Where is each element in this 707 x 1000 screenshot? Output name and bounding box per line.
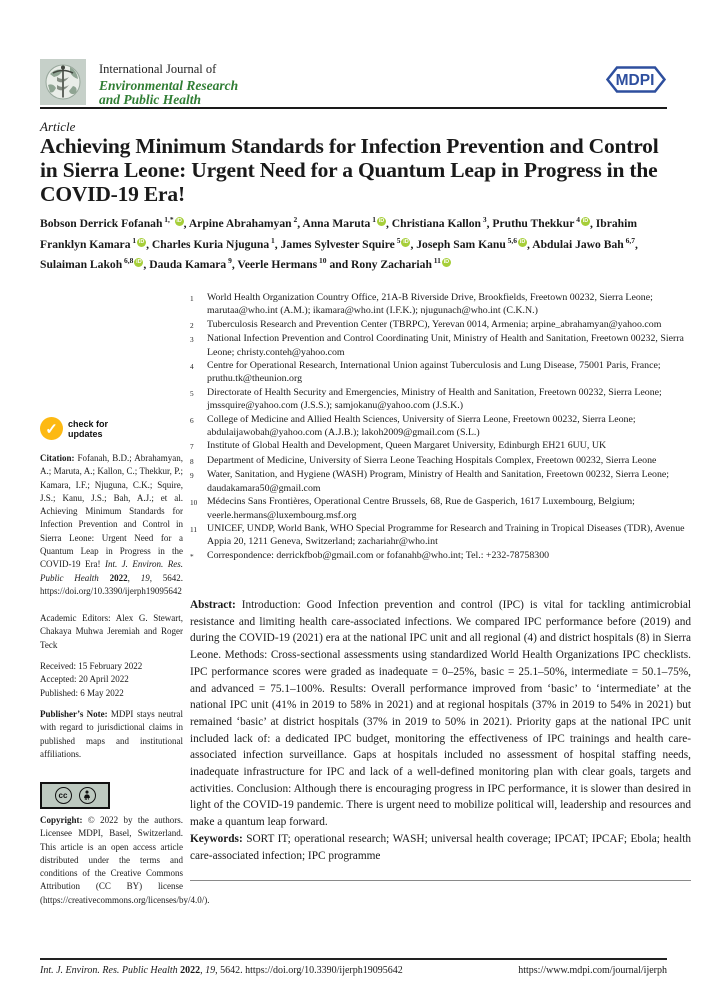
orcid-icon[interactable]: iD	[582, 218, 589, 224]
affiliation-row	[190, 318, 691, 332]
citation-label: Citation:	[40, 453, 75, 463]
affiliation-row	[190, 522, 691, 549]
affiliation-number: 7	[190, 442, 194, 452]
copyright-label: Copyright:	[40, 815, 83, 825]
affiliation-row	[190, 495, 691, 522]
affiliation-row	[190, 413, 691, 440]
affiliation-number: 1	[190, 294, 194, 303]
affiliation-text: Department of Medicine, University of Sierra Leone Teaching Hospitals Complex, Freetown 00232, Sierra Leone	[207, 454, 657, 466]
affiliation-number: 10	[190, 498, 198, 508]
received-date: Received: 15 February 2022	[40, 661, 143, 671]
publisher-note-text: MDPI stays neutral with regard to jurisdictional claims in published maps and institutional affiliations.	[40, 709, 183, 759]
article-title: Achieving Minimum Standards for Infection Prevention and Control in Sierra Leone: Urgent Need for a Quantum Leap in Progress in the COVID-19 Era!	[40, 134, 659, 206]
affiliation-text: World Health Organization Country Office, 21A-B Riverside Drive, Brookfields, Freetown 00232, Sierra Leone; marutaa@who.int (A.M.); ikamara@who.int (I.F.K.); njugunach@who.int (C.K.N.)	[207, 292, 653, 317]
orcid-icon[interactable]: iD	[176, 218, 182, 224]
journal-name-line1: International Journal of	[99, 62, 217, 76]
affiliation-number: 3	[190, 335, 194, 345]
academic-editors-names: Alex G. Stewart, Chakaya Muhwa Jeremiah and Roger Teck	[40, 613, 183, 650]
affiliation-number: 8	[190, 456, 194, 466]
affiliation-text: Correspondence: derrickfbob@gmail.com or fofanahb@who.int; Tel.: +232-78758300	[207, 549, 550, 561]
abstract	[190, 597, 691, 831]
footer-doi-link[interactable]: https://doi.org/10.3390/ijerph19095642	[245, 965, 403, 976]
affiliation-row	[190, 439, 691, 453]
affiliation-row	[190, 359, 691, 386]
affiliation-text: UNICEF, UNDP, World Bank, WHO Special Programme for Research and Training in Tropical Diseases (TDR), Avenue Appia 20, 1211 Geneva, Switzerland; zachariahr@who.int	[207, 522, 685, 548]
abstract-end-divider	[190, 880, 691, 881]
affiliation-number: 4	[190, 362, 194, 372]
affiliation-text: College of Medicine and Allied Health Sciences, University of Sierra Leone, Freetown 00232, Sierra Leone; abdulaijawobah@yahoo.com (A.J.B.); lakoh2009@gmail.com (S.L.)	[207, 413, 636, 439]
copyright-block	[40, 814, 210, 907]
author: Sulaiman Lakoh $^{6,8}$ iD	[40, 256, 142, 272]
affiliation-text: Centre for Operational Research, International Union against Tuberculosis and Lung Disease, 75001 Paris, France; pruthu.tk@theunion.org	[207, 360, 661, 385]
author-list: Bobson Derrick Fofanah $^{1,*}$ iD , Arpine Abrahamyan $^2$, Anna Maruta $^1$ iD , Christiana Kallon $^3$, Pruthu Thekkur $^4$ iD , Ibrahim Franklyn Kamara $^1$ iD , Charles Kuria Njuguna $^1$, James Sylvester Squire $^5$ iD , Joseph Sam Kanu $^{5,6}$ iD , Abdulai Jawo Bah $^{6,7}$, Sulaiman Lakoh $^{6,8}$ iD , Dauda Kamara $^9$, Veerle Hermans $^{10}$ and Rony Zachariah $^{11}$ iD	[40, 215, 638, 272]
abstract-text: Introduction: Good Infection prevention and control (IPC) is vital for tackling antimicrobial resistance and limiting health care-associated infections. We compared IPC performance before (2019) and during the COVID-19 (2021) era at the national IPC unit and all regional (4) and district hospitals (8) in Sierra Leone. Methods: Cross-sectional assessments using standardized World Health Organizations IPC checklists. IPC performance scores were graded as inadequate = 0–25%, basic = 25.1–50%, intermediate = 50.1–75%, and advanced = 75.1–100%. Results: Overall performance improved from ‘basic’ to ‘intermediate’ at the national IPC unit (41% in 2019 to 58% in 2021) and at regional hospitals (37% in 2019 to 54% in 2021) but remained ‘basic’ at district hospitals (37% in 2019 to 50% in 2021). Priority gaps at the national IPC unit included lack of: a dedicated IPC budget, monitoring the effectiveness of IPC trainings and health care-associated infection surveillance. Gaps at hospitals included no assessment of hospital staffing needs, inadequate infrastructure for IPC and lack of a well-defined monitoring plan with clear goals, targets and activities. Conclusion: Although there is encouraging progress in IPC performance, it is slower than desired in light of the COVID-19 pandemic. There is urgent need to mobilize political will, leadership and resources and make a quantum leap forward.	[190, 599, 691, 829]
affiliation-text: National Infection Prevention and Control Coordinating Unit, Ministry of Health and Sanitation, Freetown 00232, Sierra Leone; christy.conteh@yahoo.com	[207, 333, 684, 358]
author: Bobson Derrick Fofanah $^{1,*}$ iD	[40, 215, 182, 230]
affiliation-row	[190, 386, 691, 413]
affiliation-row	[190, 291, 691, 318]
cc-by-license-badge[interactable]	[40, 782, 110, 809]
affiliation-row	[190, 468, 691, 495]
history-dates-block	[40, 660, 183, 700]
keywords-text: SORT IT; operational research; WASH; universal health coverage; IPCAT; IPCAF; Ebola; health care-associated infection; IPC programme	[190, 833, 692, 862]
affiliation-number: 6	[190, 415, 194, 425]
keywords-label: Keywords:	[190, 833, 243, 845]
orcid-icon[interactable]: iD	[138, 238, 145, 245]
author: Anna Maruta $^1$ iD	[302, 215, 385, 230]
author: Rony Zachariah $^{11}$ iD	[351, 256, 450, 272]
academic-editors-label: Academic Editors:	[40, 613, 111, 623]
academic-editors-block	[40, 612, 183, 652]
citation-journal: Int. J. Environ. Res. Public Health	[40, 559, 184, 583]
affiliation-number: 2	[190, 320, 194, 330]
cc-by-person-icon: BY	[79, 787, 96, 804]
citation-block: Citation: Fofanah, B.D.; Abrahamyan, A.; Maruta, A.; Kallon, C.; Thekkur, P.; Kamara, I.F.; Njuguna, C.K.; Squire, J.S.; Kanu, J.S.; Bah, A.J.; et al. Achieving Minimum Standards for Infection Prevention and Control in Sierra Leone: Urgent Need for a Quantum Leap in Progress in the COVID-19 Era! Int. J. Environ. Res. Public Health 2022, 19, 5642. https://doi.org/10.3390/ijerph19095642	[40, 453, 184, 596]
author: Charles Kuria Njuguna $^1$	[151, 235, 275, 251]
abstract-label: Abstract:	[190, 599, 236, 611]
author: Abdulai Jawo Bah $^{6,7}$	[532, 235, 635, 251]
publisher-note-label: Publisher’s Note:	[40, 709, 108, 719]
accepted-date: Accepted: 20 April 2022	[40, 674, 129, 685]
affiliation-text: Directorate of Health Security and Emergencies, Ministry of Health and Sanitation, Freetown 00232, Sierra Leone; jmssquire@yahoo.com (J.S.S.); samjokanu@yahoo.com (J.S.K.)	[207, 386, 662, 412]
citation-volume: 19	[140, 572, 150, 583]
affiliation-number: *	[190, 551, 194, 561]
cc-icon: cc	[55, 787, 72, 804]
publisher-note-block	[40, 708, 183, 761]
affiliation-row	[190, 549, 691, 563]
author: Christiana Kallon $^3$	[391, 215, 487, 230]
orcid-icon[interactable]: iD	[136, 259, 142, 266]
check-icon: ✓	[40, 417, 63, 440]
svg-text:MDPI: MDPI	[615, 72, 655, 89]
author: Veerle Hermans $^{10}$	[237, 256, 327, 272]
author: Arpine Abrahamyan $^2$	[188, 215, 298, 230]
author: Pruthu Thekkur $^4$ iD	[492, 215, 589, 230]
orcid-icon[interactable]: iD	[403, 238, 409, 245]
affiliation-text: Médecins Sans Frontières, Operational Centre Brussels, 68, Rue de Gasperich, 1617 Luxembourg, Belgium; veerle.hermans@luxembourg.msf.org	[207, 496, 635, 521]
affiliation-number: 11	[190, 524, 198, 534]
author: Dauda Kamara $^9$	[149, 256, 232, 272]
footer-divider	[40, 958, 667, 960]
author: Joseph Sam Kanu $^{5,6}$ iD	[416, 235, 526, 251]
citation-text: Fofanah, B.D.; Abrahamyan, A.; Maruta, A.; Kallon, C.; Thekkur, P.; Kamara, I.F.; Njuguna, C.K.; Squire, J.S.; Kanu, J.S.; Bah, A.J.; et al. Achieving Minimum Standards for Infection Prevention and Control in Sierra Leone: Urgent Need for a Quantum Leap in Progress in the COVID-19 Era!	[40, 453, 184, 570]
journal-name-line3: and Public Health	[99, 92, 202, 108]
mdpi-logo[interactable]	[604, 64, 668, 100]
affiliation-text: Water, Sanitation, and Hygiene (WASH) Program, Ministry of Health and Sanitation, Freetown 00232, Sierra Leone; daudakamara50@gmail.com	[207, 469, 670, 494]
affiliation-number: 5	[190, 388, 194, 398]
citation-doi-link[interactable]: https://doi.org/10.3390/ijerph19095642	[40, 585, 182, 596]
published-date: Published: 6 May 2022	[40, 687, 124, 698]
keywords	[190, 831, 691, 864]
orcid-icon[interactable]: iD	[443, 259, 450, 266]
check-for-updates-badge[interactable]	[40, 417, 108, 440]
affiliation-text: Institute of Global Health and Development, Queen Margaret University, Edinburgh EH21 6UU, UK	[207, 440, 607, 452]
orcid-icon[interactable]: iD	[378, 218, 385, 224]
journal-name-line2: Environmental Research	[99, 77, 239, 93]
affiliation-text: Tuberculosis Research and Prevention Center (TBRPC), Yerevan 0014, Armenia; arpine_abrahamyan@yahoo.com	[207, 318, 662, 330]
copyright-text: © 2022 by the authors. Licensee MDPI, Basel, Switzerland. This article is an open access article distributed under the terms and conditions of the Creative Commons Attribution (CC BY) license (https://creativecommons.org/licenses/by/4.0/).	[40, 815, 210, 905]
author: James Sylvester Squire $^5$ iD	[280, 235, 409, 251]
affiliation-list	[190, 291, 691, 563]
footer-journal-url[interactable]: https://www.mdpi.com/journal/ijerph	[518, 965, 667, 976]
orcid-icon[interactable]: iD	[519, 238, 526, 245]
article-type-label: Article	[40, 119, 76, 134]
affiliation-number: 9	[190, 471, 194, 481]
check-for-updates-label: check for updates	[68, 418, 109, 439]
author: Ibrahim Franklyn Kamara $^1$ iD	[40, 216, 637, 251]
affiliation-row	[190, 454, 691, 468]
footer-citation: Int. J. Environ. Res. Public Health 2022, 19, 5642. https://doi.org/10.3390/ijerph19095642	[40, 965, 403, 976]
affiliation-row	[190, 332, 691, 359]
citation-year: 2022	[109, 572, 128, 583]
